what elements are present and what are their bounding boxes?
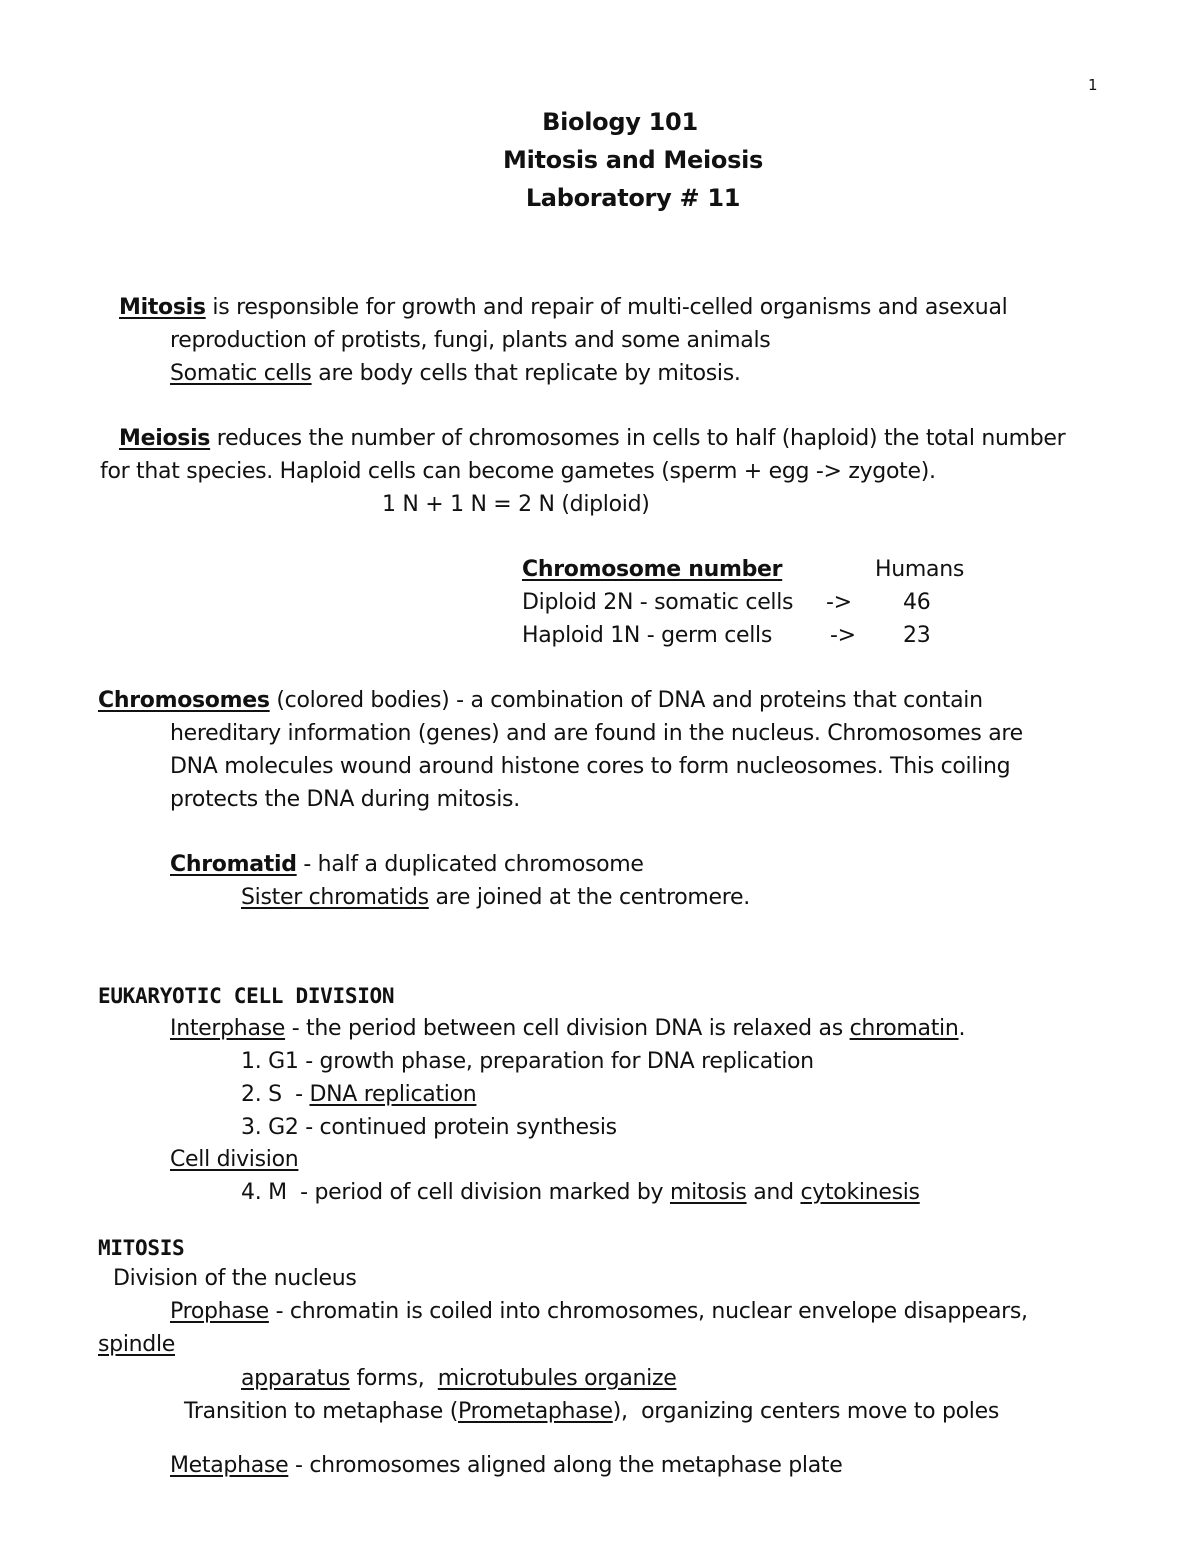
lab-number: Laboratory # 11 — [525, 184, 741, 212]
somatic-cells-definition: Somatic cells are body cells that replicate by mitosis. — [170, 361, 741, 386]
term-somatic-cells: Somatic cells — [170, 361, 312, 386]
phase-m: 4. M - period of cell division marked by mitosis and cytokinesis — [241, 1180, 920, 1205]
humans-header: Humans — [875, 557, 965, 582]
meiosis-definition: Meiosis reduces the number of chromosomes in cells to half (haploid) the total number — [119, 426, 1066, 451]
term-prometaphase: Prometaphase — [458, 1399, 613, 1424]
heading-mitosis: MITOSIS — [98, 1236, 185, 1260]
term-metaphase: Metaphase — [170, 1453, 289, 1478]
term-meiosis: Meiosis — [119, 426, 211, 451]
diploid-equation: 1 N + 1 N = 2 N (diploid) — [382, 492, 650, 517]
diploid-value: 46 — [903, 590, 931, 615]
document-subtitle: Mitosis and Meiosis — [502, 146, 763, 174]
term-microtubules-organize: microtubules organize — [437, 1366, 677, 1391]
term-chromatid: Chromatid — [170, 852, 297, 877]
term-prophase: Prophase — [170, 1299, 269, 1324]
document-title: Biology 101 — [542, 108, 698, 136]
phase-g1: 1. G1 - growth phase, preparation for DNA replication — [241, 1049, 814, 1074]
term-cell-division: Cell division — [170, 1147, 299, 1172]
term-sister-chromatids: Sister chromatids — [241, 885, 429, 910]
sister-chromatids-definition: Sister chromatids are joined at the centromere. — [241, 885, 750, 910]
meiosis-definition-cont: for that species. Haploid cells can become gametes (sperm + egg -> zygote). — [100, 459, 936, 484]
haploid-arrow: -> — [830, 623, 856, 648]
chromosomes-definition: Chromosomes (colored bodies) - a combination of DNA and proteins that contain — [98, 688, 983, 713]
chromosome-number-header: Chromosome number — [522, 557, 783, 582]
chromatid-definition: Chromatid - half a duplicated chromosome — [170, 852, 644, 877]
haploid-label: Haploid 1N - germ cells — [522, 623, 773, 648]
mitosis-subtitle: Division of the nucleus — [113, 1266, 357, 1291]
term-spindle: spindle — [98, 1332, 175, 1357]
heading-eukaryotic-cell-division: EUKARYOTIC CELL DIVISION — [98, 984, 395, 1008]
term-cytokinesis: cytokinesis — [800, 1180, 920, 1205]
page-number: 1 — [1088, 76, 1098, 94]
phase-g2: 3. G2 - continued protein synthesis — [241, 1115, 617, 1140]
metaphase-definition: Metaphase - chromosomes aligned along the metaphase plate — [170, 1453, 843, 1478]
mitosis-definition-cont: reproduction of protists, fungi, plants and some animals — [170, 328, 771, 353]
term-dna-replication: DNA replication — [309, 1082, 477, 1107]
haploid-value: 23 — [903, 623, 931, 648]
chromosomes-definition-line2: hereditary information (genes) and are found in the nucleus. Chromosomes are — [170, 721, 1023, 746]
prophase-definition: Prophase - chromatin is coiled into chromosomes, nuclear envelope disappears, — [170, 1299, 1028, 1324]
diploid-label: Diploid 2N - somatic cells — [522, 590, 794, 615]
term-chromosomes: Chromosomes — [98, 688, 270, 713]
chromosomes-definition-line4: protects the DNA during mitosis. — [170, 787, 520, 812]
term-mitosis-link: mitosis — [669, 1180, 747, 1205]
mitosis-definition: Mitosis is responsible for growth and repair of multi-celled organisms and asexual — [119, 295, 1008, 320]
chromosomes-definition-line3: DNA molecules wound around histone cores to form nucleosomes. This coiling — [170, 754, 1011, 779]
interphase-definition: Interphase - the period between cell division DNA is relaxed as chromatin. — [170, 1016, 966, 1041]
term-mitosis: Mitosis — [119, 295, 206, 320]
prometaphase-definition: Transition to metaphase (Prometaphase), organizing centers move to poles — [184, 1399, 999, 1424]
term-apparatus: apparatus — [241, 1366, 350, 1391]
diploid-arrow: -> — [826, 590, 852, 615]
phase-s: 2. S - DNA replication — [241, 1082, 477, 1107]
term-interphase: Interphase — [170, 1016, 286, 1041]
prophase-definition-cont: apparatus forms, microtubules organize — [241, 1366, 677, 1391]
term-chromatin: chromatin — [849, 1016, 959, 1041]
